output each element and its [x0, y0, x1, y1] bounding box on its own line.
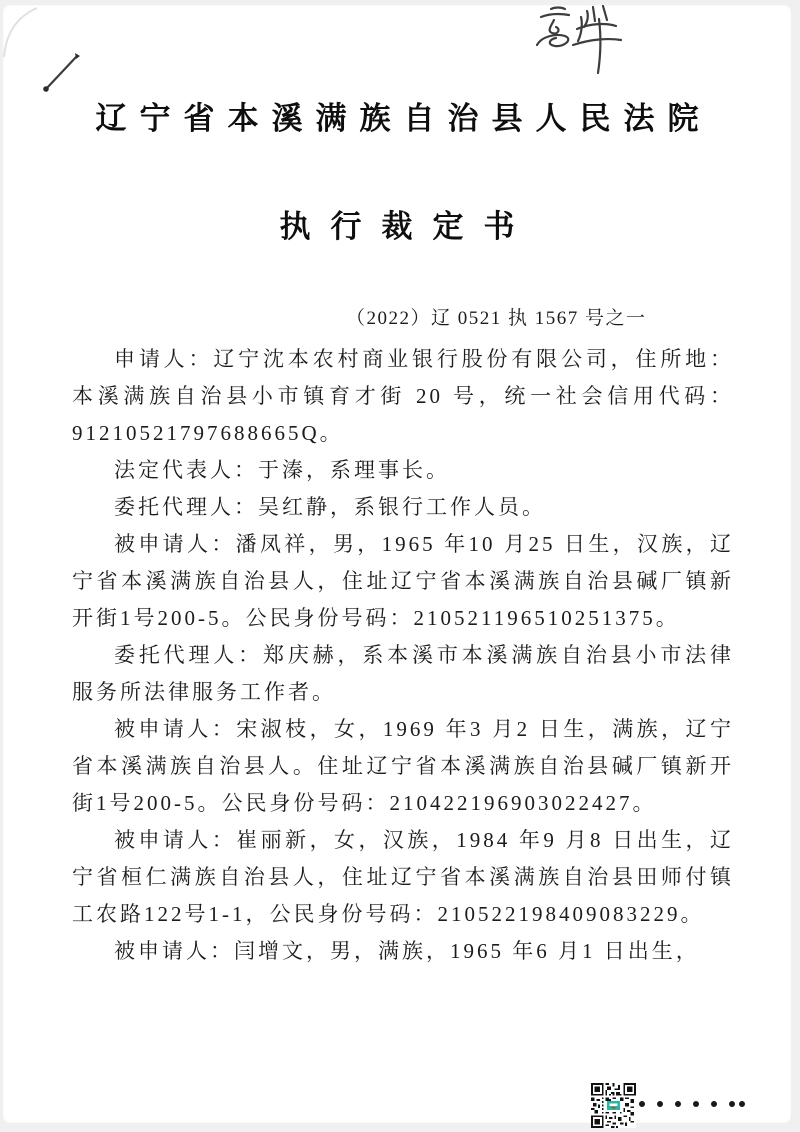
- paragraph-respondent-2: 被申请人：宋淑枝，女，1969 年3 月2 日生，满族，辽宁省本溪满族自治县人。住址辽宁省本溪满族自治县碱厂镇新开街1号200-5。公民身份号码：210422196903022427。: [72, 717, 734, 815]
- dot: [639, 1101, 645, 1107]
- paragraph-respondent-4: 被申请人：闫增文，男，满族，1965 年6 月1 日出生，: [114, 939, 700, 963]
- court-name: 辽宁省本溪满族自治县人民法院: [95, 101, 712, 136]
- paragraph-legal-rep: 法定代表人：于溱，系理事长。: [114, 458, 450, 482]
- paragraph-applicant: 申请人：辽宁沈本农村商业银行股份有限公司，住所地：本溪满族自治县小市镇育才街 20 号，统一社会信用代码：91210521797688665Q。: [72, 347, 734, 445]
- dot: [675, 1101, 681, 1107]
- paragraph-agent-2: 委托代理人：郑庆赫，系本溪市本溪满族自治县小市法律服务所法律服务工作者。: [72, 643, 734, 704]
- dot: [729, 1101, 735, 1107]
- paragraph-respondent-1: 被申请人：潘凤祥，男，1965 年10 月25 日生，汉族，辽宁省本溪满族自治县人，住址辽宁省本溪满族自治县碱厂镇新开街1号200-5。公民身份号码：210521196510251375。: [72, 532, 734, 630]
- handwritten-annotation: [521, 5, 631, 75]
- paragraph-agent-1: 委托代理人：吴红静，系银行工作人员。: [114, 495, 546, 519]
- case-number: （2022）辽 0521 执 1567 号之一: [346, 308, 647, 329]
- dot: [739, 1101, 745, 1107]
- scanned-page: [3, 5, 791, 1123]
- document-body: [72, 341, 734, 970]
- dot: [657, 1101, 663, 1107]
- footer-dots: [639, 1100, 745, 1108]
- paragraph-respondent-3: 被申请人：崔丽新，女，汉族，1984 年9 月8 日出生，辽宁省桓仁满族自治县人，住址辽宁省本溪满族自治县田师付镇工农路122号1-1，公民身份号码：210522198409083229。: [72, 828, 734, 926]
- document-title: 执行裁定书: [279, 209, 535, 244]
- dot: [711, 1101, 717, 1107]
- qr-code-icon: [591, 1083, 636, 1128]
- pen-stroke-mark: [39, 45, 85, 95]
- dot: [693, 1101, 699, 1107]
